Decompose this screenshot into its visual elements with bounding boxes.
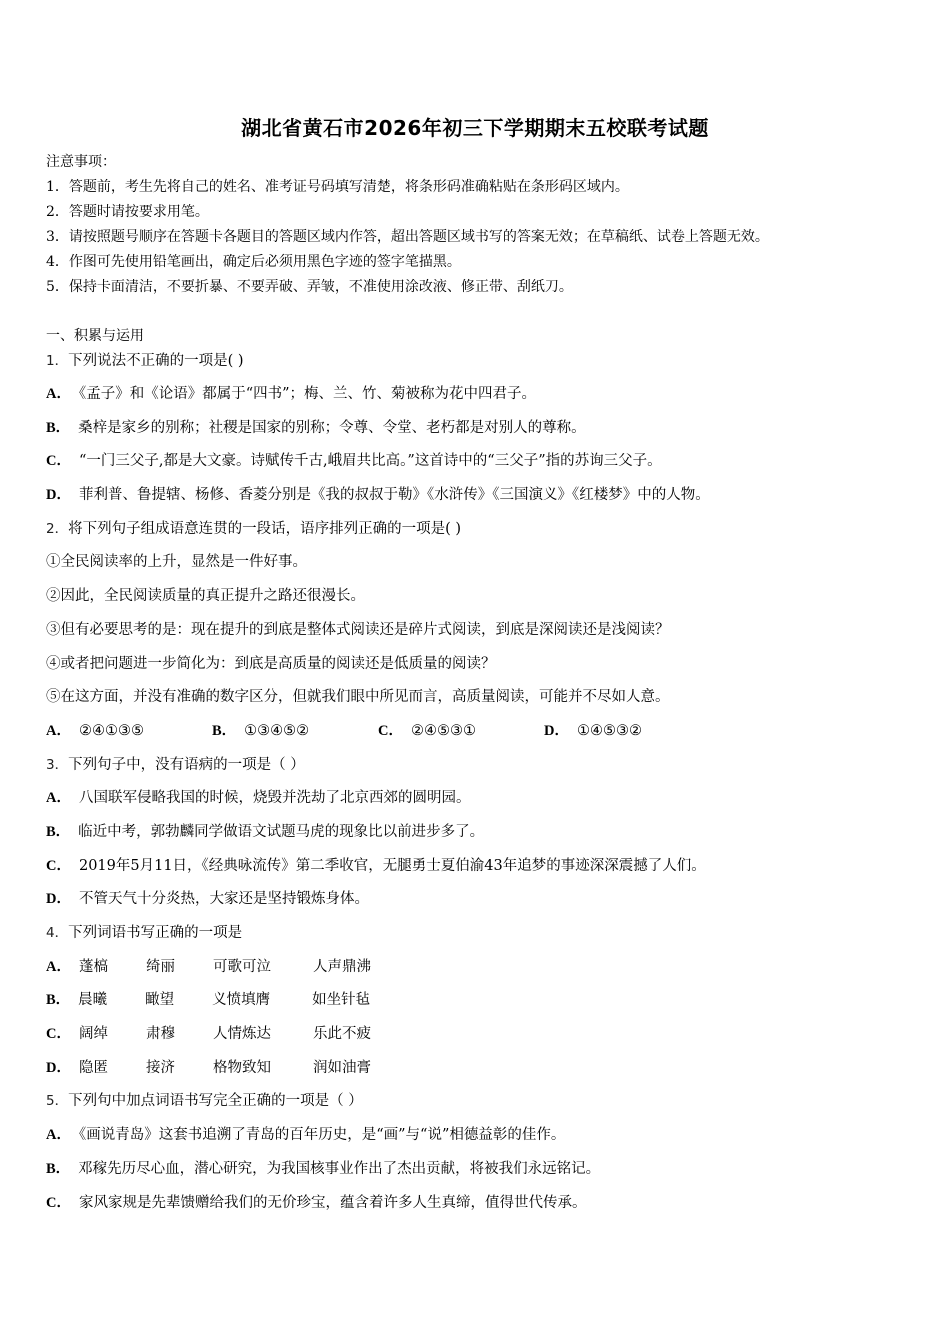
word: 肃穆 (145, 1026, 175, 1043)
word: 乐此不疲 (312, 1026, 371, 1043)
option-letter: A． (46, 722, 71, 739)
option-text: ②④①③⑤ (78, 722, 144, 739)
option-d (46, 1052, 926, 1086)
word: 阔绰 (78, 1026, 108, 1043)
question-4 (46, 917, 926, 951)
option-letter: A． (46, 790, 71, 807)
option-text: 家风家规是先辈馈赠给我们的无价珍宝，蕴含着许多人生真缔，值得世代传承。 (78, 1194, 587, 1211)
question-number: 1． (46, 353, 69, 369)
option-a (46, 1119, 926, 1153)
option-text: ②④⑤③① (410, 722, 476, 739)
notice-block (46, 150, 926, 300)
option-c (378, 715, 544, 749)
word: 绮丽 (145, 958, 175, 975)
option-letter: D． (544, 722, 569, 739)
option-b (46, 412, 926, 446)
sentence: ④或者把问题进一步简化为：到底是高质量的阅读还是低质量的阅读？ (46, 655, 496, 672)
option-b (212, 715, 378, 749)
section-heading: 一、积累与运用 (46, 328, 144, 344)
question-number: 2． (46, 520, 69, 537)
option-b (46, 984, 926, 1018)
option-letter: C． (46, 1026, 71, 1043)
option-text: “一门三父子,都是大文豪。诗赋传千古,峨眉共比高。”这首诗中的“三父子”指的苏询三父子。 (78, 453, 662, 470)
option-a (46, 951, 926, 985)
question-number: 3． (46, 756, 69, 773)
questions (46, 325, 926, 1220)
option-text: 2019年5月11日，《经典咏流传》第二季收官，无腿勇士夏伯渝43年追梦的事迹深深震撼了人们。 (78, 857, 706, 874)
option-text: 八国联军侵略我国的时候，烧毁并洗劫了北京西郊的圆明园。 (78, 790, 471, 807)
notice-item: 4．作图可先使用铅笔画出，确定后必须用黑色字迹的签字笔描黑。 (46, 254, 461, 270)
option-b (46, 1153, 926, 1187)
notice-item: 1．答题前，考生先将自己的姓名、准考证号码填写清楚，将条形码准确粘贴在条形码区域内。 (46, 179, 629, 195)
word: 义愤填膺 (212, 992, 271, 1009)
word: 人情炼达 (212, 1026, 271, 1043)
option-letter: B． (46, 419, 71, 436)
sentence: ②因此，全民阅读质量的真正提升之路还很漫长。 (46, 588, 365, 605)
option-letter: B． (46, 823, 71, 840)
question-1 (46, 349, 926, 374)
option-text: 不管天气十分炎热，大家还是坚持锻炼身体。 (78, 891, 369, 908)
question-number: 5． (46, 1093, 69, 1110)
word: 格物致知 (212, 1059, 271, 1076)
option-d (46, 883, 926, 917)
option-d (46, 479, 926, 513)
word: 瞰望 (145, 992, 175, 1009)
word: 隐匿 (78, 1059, 108, 1076)
option-c (46, 850, 926, 884)
notice-heading: 注意事项： (46, 154, 116, 170)
sentence: ⑤在这方面，并没有准确的数字区分，但就我们眼中所见而言，高质量阅读，可能并不尽如人意。 (46, 689, 670, 706)
option-c (46, 1187, 926, 1221)
option-c (46, 1018, 926, 1052)
option-letter: B． (46, 1160, 71, 1177)
option-letter: D． (46, 891, 71, 908)
option-letter: D． (46, 1059, 71, 1076)
exam-title: 湖北省黄石市2026年初三下学期期末五校联考试题 (241, 116, 709, 140)
notice-item: 2．答题时请按要求用笔。 (46, 204, 209, 220)
question-stem: 下列句子中，没有语病的一项是（ ） (68, 756, 305, 773)
option-letter: A． (46, 958, 71, 975)
word: 晨曦 (78, 992, 108, 1009)
word: 蓬槁 (78, 958, 108, 975)
option-letter: A． (46, 386, 71, 402)
option-d (544, 715, 710, 749)
option-text: ①③④⑤② (244, 722, 310, 739)
notice-item: 3．请按照题号顺序在答题卡各题目的答题区域内作答，超出答题区域书写的答案无效；在草稿纸、试卷上答题无效。 (46, 229, 769, 245)
options-row (46, 715, 926, 749)
option-letter: D． (46, 487, 71, 504)
option-b (46, 816, 926, 850)
question-stem: 下列句中加点词语书写完全正确的一项是（ ） (68, 1093, 363, 1110)
option-letter: C． (46, 1194, 71, 1211)
question-5 (46, 1085, 926, 1119)
option-a (46, 782, 926, 816)
word: 接济 (145, 1059, 175, 1076)
sentence: ①全民阅读率的上升，显然是一件好事。 (46, 554, 307, 571)
notice-item: 5．保持卡面清洁，不要折暴、不要弄破、弄皱，不准使用涂改液、修正带、刮纸刀。 (46, 279, 573, 295)
option-text: 临近中考，郭勃麟同学做语文试题马虎的现象比以前进步多了。 (78, 823, 485, 840)
word: 如坐针毡 (312, 992, 371, 1009)
question-stem: 下列说法不正确的一项是( ) (68, 353, 244, 369)
question-3 (46, 749, 926, 783)
option-a (46, 715, 212, 749)
question-stem: 下列词语书写正确的一项是 (68, 925, 243, 941)
option-letter: B． (212, 722, 237, 739)
option-text: 《画说青岛》这套书追溯了青岛的百年历史，是“画”与“说”相德益彰的佳作。 (78, 1127, 566, 1144)
option-letter: C． (46, 453, 71, 470)
option-letter: A． (46, 1127, 71, 1144)
option-a (46, 378, 926, 412)
question-2 (46, 513, 926, 547)
option-text: 邓稼先历尽心血，潜心研究，为我国核事业作出了杰出贡献，将被我们永远铭记。 (78, 1160, 601, 1177)
option-letter: B． (46, 992, 71, 1009)
question-stem: 将下列句子组成语意连贯的一段话，语序排列正确的一项是( ) (68, 520, 462, 537)
option-text: ①④⑤③② (576, 722, 642, 739)
word: 可歌可泣 (212, 958, 271, 975)
option-letter: C． (46, 857, 71, 874)
word: 润如油膏 (312, 1059, 371, 1076)
option-letter: C． (378, 722, 403, 739)
question-number: 4． (46, 925, 69, 941)
option-c (46, 445, 926, 479)
word: 人声鼎沸 (312, 958, 371, 975)
option-text: 菲利普、鲁提辖、杨修、香菱分别是《我的叔叔于勒》《水浒传》《三国演义》《红楼梦》中的人物。 (78, 487, 710, 504)
option-text: 《孟子》和《论语》都属于“四书”；梅、兰、竹、菊被称为花中四君子。 (78, 386, 537, 402)
option-text: 桑梓是家乡的别称；社稷是国家的别称；令尊、令堂、老朽都是对别人的尊称。 (78, 419, 586, 436)
sentence: ③但有必要思考的是：现在提升的到底是整体式阅读还是碎片式阅读，到底是深阅读还是浅阅读？ (46, 621, 670, 638)
